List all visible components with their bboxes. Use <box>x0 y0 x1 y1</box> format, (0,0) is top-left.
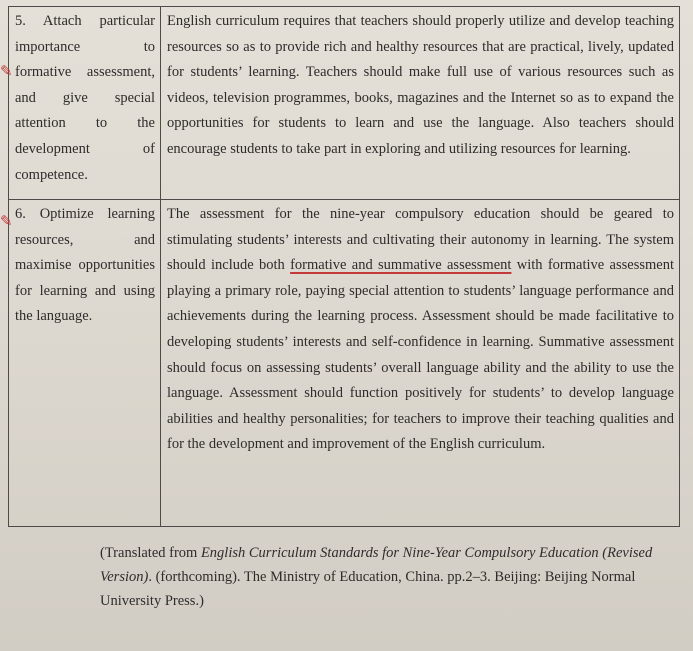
citation-suffix: . (forthcoming). The Ministry of Education, China. pp.2–3. Beijing: Beijing Normal University Press.) <box>100 569 636 609</box>
pen-annotation-mark: ✎ <box>0 212 13 230</box>
table-row <box>9 200 680 527</box>
description-cell <box>161 7 680 200</box>
description-text-start: The assessment for the nine-year compulsory education should be geared to stimulating students’ interests and cultivating their autonomy in learning. The system should include both <box>167 206 674 274</box>
citation <box>100 541 685 613</box>
description-text: English curriculum requires that teachers should properly utilize and develop teaching resources so as to provide rich and healthy resources that are practical, lively, updated for students’ learning. Teachers should make full use of various resources such as videos, television programmes, books, magazines and the Internet so as to expand the opportunities for students to learn and use the language. Also teachers should encourage students to take part in exploring and utilizing resources for learning. <box>167 13 674 157</box>
citation-title: English Curriculum Standards for Nine-Year Compulsory Education (Revised Version) <box>100 545 653 585</box>
principle-text: 5. Attach particular importance to formative assessment, and give special attention to the development of competence. <box>15 13 155 183</box>
description-cell <box>161 200 680 527</box>
description-text <box>167 202 674 458</box>
highlighted-phrase: formative and summative assessment <box>290 257 512 274</box>
table-row <box>9 7 680 200</box>
citation-prefix: (Translated from <box>100 545 201 561</box>
pen-annotation-mark: ✎ <box>0 62 13 80</box>
description-text-end: with formative assessment playing a primary role, paying special attention to students’ language performance and achievements during the learning process. Assessment should be made facilitative to developing students’ interests and self-confidence in learning. Summative assessment should focus on assessing students’ overall language ability and the ability to use the language. Assessment should function positively for students’ to develop language abilities and healthy personalities; for teachers to improve their teaching qualities and for the development and improvement of the English curriculum. <box>167 257 674 453</box>
principle-cell <box>9 7 161 200</box>
principle-cell <box>9 200 161 527</box>
principle-text: 6. Optimize learning resources, and maximise opportunities for learning and using the language. <box>15 206 155 325</box>
curriculum-table <box>8 6 680 527</box>
